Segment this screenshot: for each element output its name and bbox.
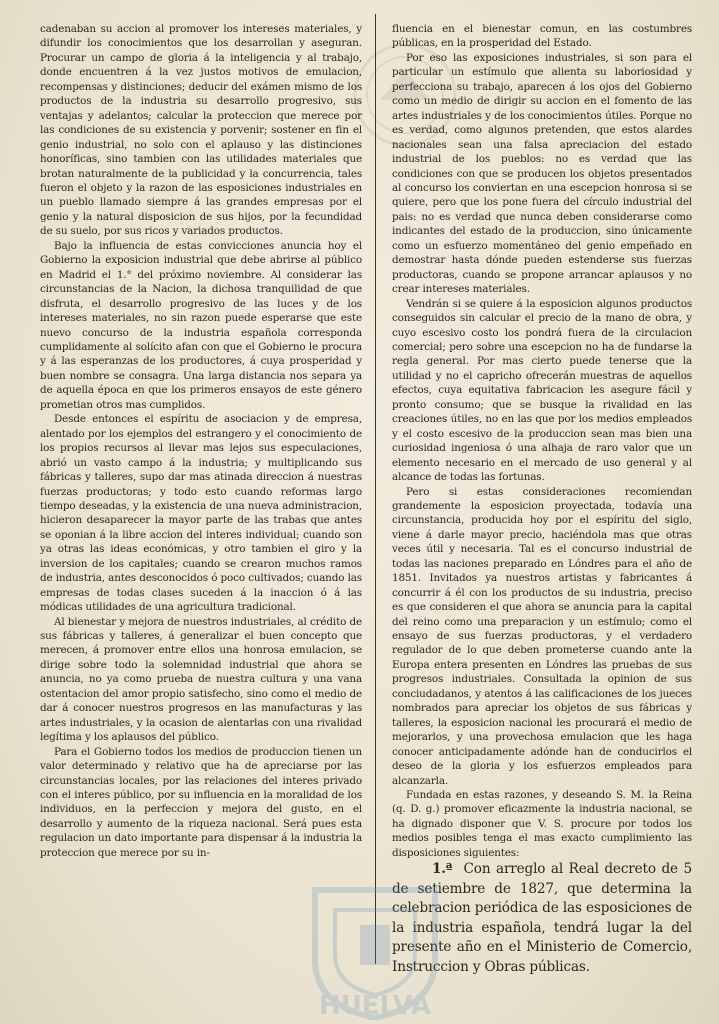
- paragraph: Pero si estas consideraciones recomiendan grandemente la esposicion proyectada, todavía una circunstancia, producida hoy por el espíritu del siglo, viene á darle mayor precio, haciéndola mas que otras veces útil y necesaria. Tal es el concurso industrial de todas las naciones preparado en Lóndres para el año de 1851. Invitados ya nuestros artistas y fabricantes á concurrir á él con los productos de su industria, preciso es que consideren el que ahora se anuncia para la capital del reino como una preparacion y un estímulo; como el ensayo de sus fuerzas productoras, y el verdadero regulador de lo que deben prometerse cuando ante la Europa entera presenten en Lóndres las pruebas de sus progresos industriales. Consultada la opinion de sus conciudadanos, y atentos á las calificaciones de los jueces nombrados para apreciar los objetos de sus fábricas y talleres, la esposicion nacional les procurará el medio de mejorarlos, y una provechosa emulacion que les haga conocer anticipadamente adónde han de conducirlos el deseo de la gloria y los esfuerzos empleados para alcanzarla.: [392, 485, 692, 787]
- paragraph: cadenaban su accion al promover los intereses materiales, y difundir los conocimientos que los desarrollan y aseguran. Procurar un campo de gloria á la inteligencia y al trabajo, donde encuentren á la vez justos motivos de emulacion, recompensas y distinciones; deducir del exámen mismo de los productos de la industria su desarrollo progresivo, sus ventajas y adelantos; calcular la proteccion que merece por las condiciones de su existencia y porvenir; sostener en fin el genio industrial, no solo con el aplauso y las distinciones honoríficas, sino tambien con las utilidades materiales que brotan naturalmente de la publicidad y la concurrencia, tales fueron el objeto y la razon de las esposiciones industriales en un pueblo llamado siempre á las grandes empresas por el genio y la natural disposicion de sus hijos, por la fecundidad de su suelo, por sus ricos y variados productos.: [40, 23, 362, 238]
- article-text: Con arreglo al Real decreto de 5 de setiembre de 1827, que determina la celebracion periódica de las esposiciones de la industria española, tendrá lugar la del presente año en el Ministerio de Comercio, Instruccion y Obras públicas.: [392, 861, 692, 975]
- paragraph: Por eso las exposiciones industriales, si son para el particular un estímulo que alienta su laboriosidad y perfecciona su trabajo, aparecen á los ojos del Gobierno como un medio de dirigir su accion en el fomento de las artes industriales y de los conocimientos útiles. Porque no es verdad, como algunos pretenden, que estos alardes nacionales sean una falsa apreciacion del estado industrial de los pueblos: no es verdad que las condiciones con que se producen los objetos presentados al concurso los conviertan en una escepcion honrosa si se quiere, pero que los pone fuera del círculo industrial del pais: no es verdad que nunca deben considerarse como indicantes del estado de la produccion, sino únicamente como un esfuerzo momentáneo del genio empeñado en demostrar hasta dónde pueden estenderse sus fuerzas productoras, cuando se propone arrancar aplausos y no crear intereses materiales.: [392, 51, 692, 296]
- article-number: 1.ª: [432, 861, 453, 878]
- paragraph: Al bienestar y mejora de nuestros industriales, al crédito de sus fábricas y talleres, á generalizar el buen concepto que merecen, á promover entre ellos una honrosa emulacion, se dirige sobre todo la solemnidad industrial que ahora se anuncia, no ya como prueba de nuestra cultura y una vana ostentacion del amor propio satisfecho, sino como el medio de dar á conocer nuestros progresos en las manufacturas y las artes industriales, y la ocasion de alentarlas con una rivalidad legítima y los aplausos del público.: [40, 615, 362, 744]
- paragraph: fluencia en el bienestar comun, en las costumbres públicas, en la prosperidad del Estado.: [392, 23, 692, 50]
- paragraph: Desde entonces el espíritu de asociacion y de empresa, alentado por los ejemplos del estrangero y el conocimiento de los propios recursos al llevar mas lejos sus especulaciones, abrió un vasto campo á la industria; y multiplicando sus fábricas y talleres, supo dar mas atinada direccion á nuestras fuerzas productoras; y todo esto cuando reformas largo tiempo deseadas, y la existencia de una nueva administracion, hicieron desaparecer la mayor parte de las trabas que antes se oponian á la libre accion del interes individual; cuando son ya otras las ideas económicas, y otro tambien el giro y la inversion de los capitales; cuando se crearon muchos ramos de industria, antes desconocidos ó poco cultivados; cuando las empresas de todas clases suceden á la inaccion ó á las módicas utilidades de una agricultura tradicional.: [40, 413, 362, 614]
- paragraph: Bajo la influencia de estas convicciones anuncia hoy el Gobierno la exposicion industrial que debe abrirse al público en Madrid el 1.° del próximo noviembre. Al considerar las circunstancias de la Nacion, la dichosa tranquilidad de que disfruta, el desarrollo progresivo de las luces y de los intereses materiales, no sin razon puede esperarse que este nuevo concurso de la industria española corresponda cumplidamente al solícito afan con que el Gobierno le procura y á las esperanzas de los productores, á cuya prosperidad y buen nombre se consagra. Una larga distancia nos separa ya de aquella época en que los primeros ensayos de este género prometian otros mas cumplidos.: [40, 239, 362, 411]
- paragraph: Vendrán si se quiere á la esposicion algunos productos conseguidos sin calcular el precio de la mano de obra, y cuyo escesivo costo los pondrá fuera de la circulacion comercial; pero sobre una escepcion no ha de fundarse la regla general. Por mas cierto puede tenerse que la utilidad y no el capricho ofrecerán muestras de aquellos efectos, cuya equitativa fabricacion les asegure fácil y pronto consumo; que se busque la rivalidad en las creaciones útiles, no en las que por los medios empleados y el costo escesivo de la produccion sean mas bien una curiosidad ingeniosa ó una alhaja de raro valor que un elemento necesario en el mercado de uso general y al alcance de todas las fortunas.: [392, 297, 692, 484]
- left-column: [40, 22, 362, 860]
- stamp-text: HUELVA: [318, 991, 432, 1020]
- paragraph: Para el Gobierno todos los medios de produccion tienen un valor determinado y relativo que ha de apreciarse por las circunstancias locales, por las relaciones del interes privado con el interes público, por su influencia en la moralidad de los individuos, en la perfeccion y mejora del gusto, en el desarrollo y aumento de la riqueza nacional. Será pues esta regulacion un dato importante para dispensar á la industria la proteccion que merece por su in-: [40, 745, 362, 859]
- paragraph: Fundada en estas razones, y deseando S. M. la Reina (q. D. g.) promover eficazmente la industria nacional, se ha dignado disponer que V. S. procure por todos los medios posibles tenga el mas exacto cumplimiento las disposiciones siguientes:: [392, 789, 692, 859]
- article-1: [392, 860, 692, 977]
- right-column: [392, 22, 692, 977]
- column-divider: [375, 14, 376, 964]
